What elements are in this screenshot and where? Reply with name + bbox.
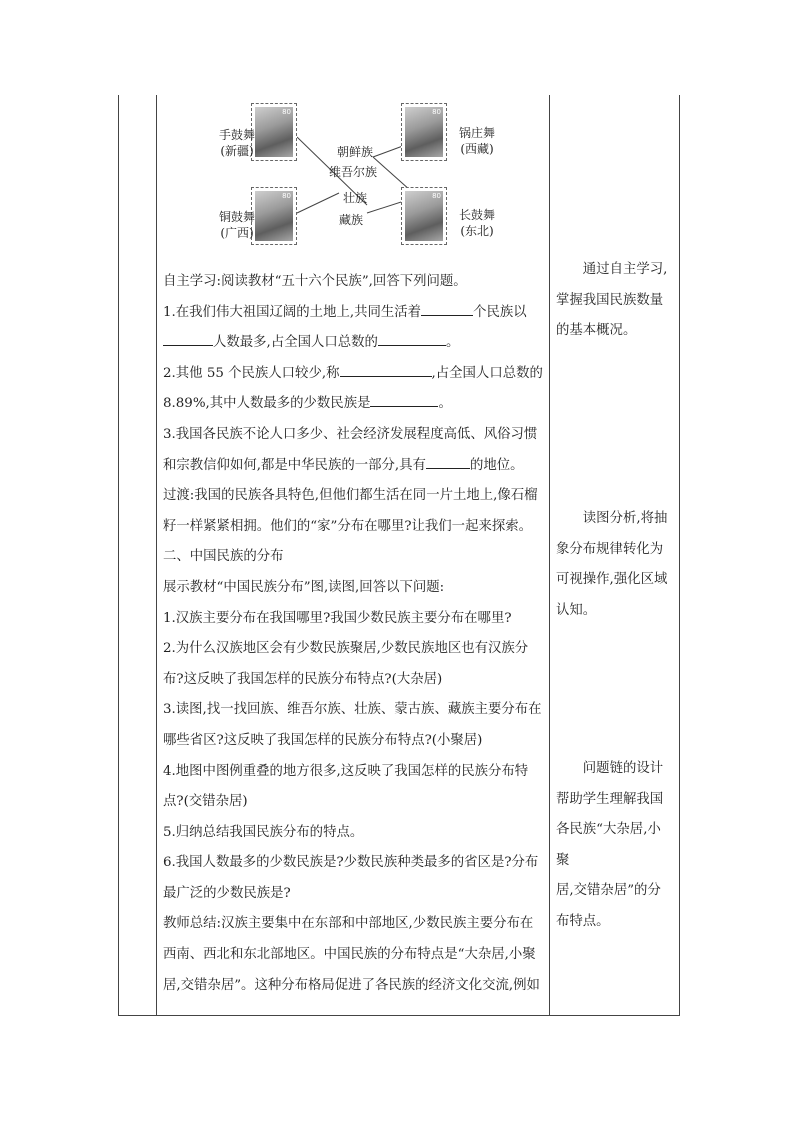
stamp-image-2: 80 (401, 103, 447, 161)
answer-blank (163, 331, 213, 346)
answer-blank (340, 362, 432, 377)
question-item: 3.读图,找一找回族、维吾尔族、壮族、蒙古族、藏族主要分布在 (163, 702, 542, 718)
summary-line: 西南、西北和东北部地区。中国民族的分布特点是“大杂居,小聚 (163, 947, 536, 963)
question-2-line-1: 2.其他 55 个民族人口较少,称 ,占全国人口总数的 (163, 359, 547, 390)
question-item: 5.归纳总结我国民族分布的特点。 (163, 824, 364, 840)
ethnic-label-korean: 朝鲜族 (337, 145, 374, 159)
summary-line: 教师总结:汉族主要集中在东部和中部地区,少数民族主要分布在 (163, 916, 534, 932)
dance-stamps-figure (157, 95, 549, 265)
transition-line-1: 过渡:我国的民族各具特色,但他们都生活在同一片土地上,像石榴 (163, 488, 538, 504)
question-item: 布?这反映了我国怎样的民族分布特点?(大杂居) (163, 671, 443, 687)
dance-label-3: 铜鼓舞 (广西) (218, 210, 255, 240)
design-note-2: 读图分析,将抽 象分布规律转化为 可视操作,强化区域 认知。 (556, 511, 668, 618)
dance-label-2: 锅庄舞 (西藏) (458, 126, 495, 156)
stamp-image-3: 80 (251, 187, 297, 245)
lesson-table (118, 95, 680, 1016)
question-item: 2.为什么汉族地区会有少数民族聚居,少数民族地区也有汉族分 (163, 641, 529, 657)
question-item: 1.汉族主要分布在我国哪里?我国少数民族主要分布在哪里? (163, 610, 512, 626)
answer-blank (421, 301, 473, 316)
dance-label-4: 长鼓舞 (东北) (458, 208, 495, 238)
question-3-line-1: 3.我国各民族不论人口多少、社会经济发展程度高低、风俗习惯 (163, 426, 538, 442)
question-item: 哪些省区?这反映了我国怎样的民族分布特点?(小聚居) (163, 732, 483, 748)
main-content-column (157, 95, 549, 1015)
answer-blank (426, 454, 470, 469)
section-heading: 二、中国民族的分布 (163, 549, 284, 565)
question-3-line-2: 和宗教信仰如何,都是中华民族的一部分,具有 的地位。 (163, 451, 547, 482)
question-1-line-2: 人数最多,占全国人口总数的 。 (163, 328, 547, 359)
ethnic-label-uyghur: 维吾尔族 (329, 165, 378, 179)
question-item: 4.地图中图例重叠的地方很多,这反映了我国怎样的民族分布特 (163, 763, 529, 779)
design-note-3: 问题链的设计 帮助学生理解我国 各民族“大杂居,小聚 居,交错杂居”的分 布特点。 (556, 761, 664, 929)
lesson-text (163, 267, 547, 1001)
map-intro: 展示教材“中国民族分布”图,读图,回答以下问题: (163, 579, 445, 595)
answer-blank (370, 392, 438, 407)
summary-line: 居,交错杂居”。这种分布格局促进了各民族的经济文化交流,例如 (163, 977, 540, 993)
question-1-line-1: 1.在我们伟大祖国辽阔的土地上,共同生活着 个民族以 (163, 298, 547, 329)
question-2-line-2: 8.89%,其中人数最多的少数民族是 。 (163, 389, 547, 420)
transition-line-2: 籽一样紧紧相拥。他们的“家”分布在哪里?让我们一起来探索。 (163, 518, 533, 534)
question-item: 6.我国人数最多的少数民族是?少数民族种类最多的省区是?分布 (163, 855, 539, 871)
stamp-image-4: 80 (401, 187, 447, 245)
answer-blank (378, 331, 446, 346)
design-notes-column (550, 95, 679, 1015)
ethnic-label-tibetan: 藏族 (339, 213, 364, 227)
self-study-instruction: 自主学习:阅读教材“五十六个民族”,回答下列问题。 (163, 274, 467, 289)
design-note-1: 通过自主学习, 掌握我国民族数量 的基本概况。 (556, 262, 668, 339)
question-item: 最广泛的少数民族是? (163, 885, 291, 901)
line-dance3-zhuang (297, 193, 339, 213)
stamp-image-1: 80 (251, 103, 297, 161)
question-item: 点?(交错杂居) (163, 794, 248, 810)
ethnic-label-zhuang: 壮族 (343, 191, 368, 205)
dance-label-1: 手鼓舞 (新疆) (218, 128, 255, 158)
